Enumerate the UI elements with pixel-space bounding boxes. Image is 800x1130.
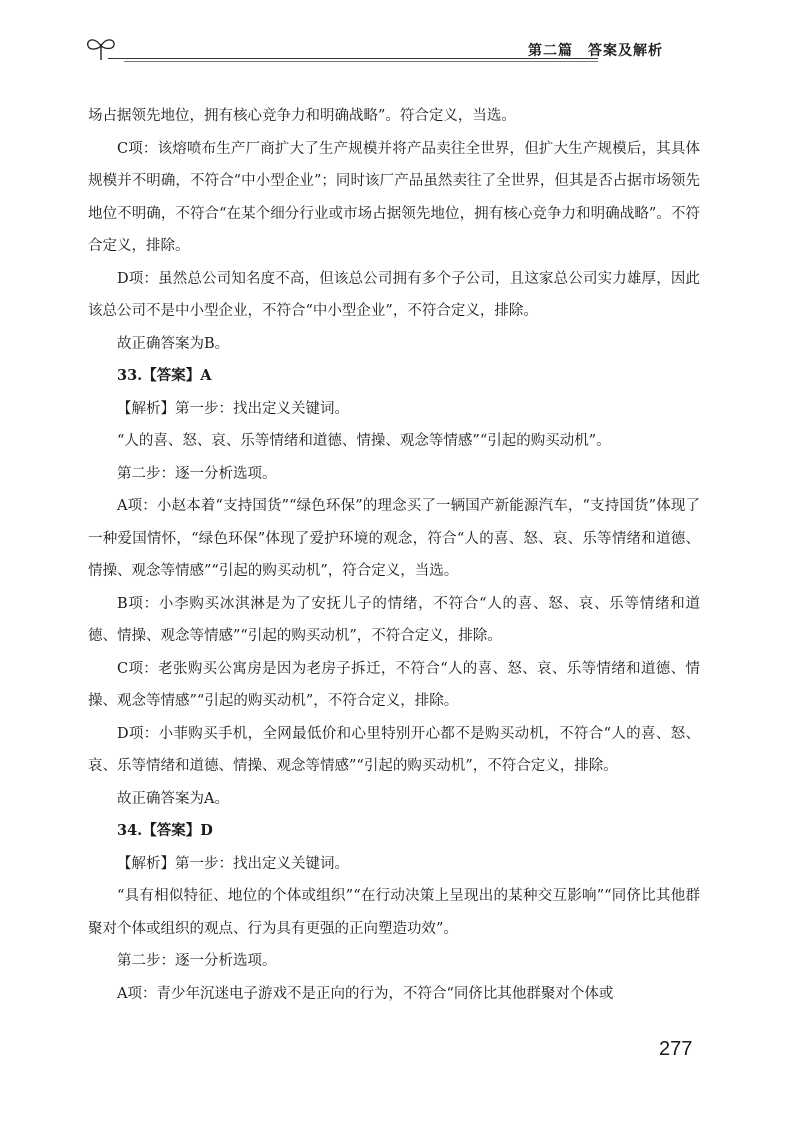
header-rule-secondary xyxy=(124,61,598,62)
analysis-step-1: 【解析】第一步：找出定义关键词。 xyxy=(117,855,349,872)
keywords: “具有相似特征、地位的个体或组织”“在行动决策上呈现出的某种交互影响”“同侪比其他群聚对个体或组织的观点、行为具有更强的正向塑造功效”。 xyxy=(88,888,700,937)
option-a-analysis: A项：青少年沉迷电子游戏不是正向的行为，不符合“同侪比其他群聚对个体或 xyxy=(117,985,614,1002)
option-d-analysis: D项：小菲购买手机，全网最低价和心里特别开心都不是购买动机，不符合“人的喜、怒、哀、乐等情绪和道德、情操、观念等情感”“引起的购买动机”，不符合定义，排除。 xyxy=(88,725,700,774)
answer-conclusion: 故正确答案为A。 xyxy=(117,790,229,807)
analysis-step-2: 第二步：逐一分析选项。 xyxy=(117,465,277,482)
keywords: “人的喜、怒、哀、乐等情绪和道德、情操、观念等情感”“引起的购买动机”。 xyxy=(117,433,611,449)
page-body xyxy=(88,100,700,1010)
analysis-step-1: 【解析】第一步：找出定义关键词。 xyxy=(117,400,349,417)
option-c-analysis: C项：该熔喷布生产厂商扩大了生产规模并将产品卖往全世界，但扩大生产规模后，其具体规模并不明确，不符合“中小型企业”；同时该厂产品虽然卖往了全世界，但其是否占据市场领先地位不明确，不符合“在某个细分行业或市场占据领先地位，拥有核心竞争力和明确战略”。不符合定义，排除。 xyxy=(88,140,700,254)
option-d-analysis: D项：虽然总公司知名度不高，但该总公司拥有多个子公司，且这家总公司实力雄厚，因此该总公司不是中小型企业，不符合“中小型企业”，不符合定义，排除。 xyxy=(88,270,700,319)
analysis-step-2: 第二步：逐一分析选项。 xyxy=(117,953,277,969)
option-b-analysis: B项：小李购买冰淇淋是为了安抚儿子的情绪，不符合“人的喜、怒、哀、乐等情绪和道德、情操、观念等情感”“引起的购买动机”，不符合定义，排除。 xyxy=(88,595,700,644)
option-a-analysis: A项：小赵本着“支持国货”“绿色环保”的理念买了一辆国产新能源汽车，“支持国货”体现了一种爱国情怀，“绿色环保”体现了爱护环境的观念，符合“人的喜、怒、哀、乐等情绪和道德、情操、观念等情感”“引起的购买动机”，符合定义，当选。 xyxy=(88,498,700,579)
option-c-analysis: C项：老张购买公寓房是因为老房子拆迁，不符合“人的喜、怒、哀、乐等情绪和道德、情操、观念等情感”“引起的购买动机”，不符合定义，排除。 xyxy=(88,660,700,709)
question-33-answer: 33.【答案】A xyxy=(117,367,212,384)
section-title: 第二篇 答案及解析 xyxy=(528,43,663,59)
page-header xyxy=(84,30,714,70)
question-34-answer: 34.【答案】D xyxy=(117,822,213,839)
answer-conclusion: 故正确答案为B。 xyxy=(117,335,230,352)
header-rule xyxy=(108,58,598,59)
page-number: 277 xyxy=(659,1038,693,1060)
paragraph-continued: 场占据领先地位，拥有核心竞争力和明确战略”。符合定义，当选。 xyxy=(88,108,516,124)
